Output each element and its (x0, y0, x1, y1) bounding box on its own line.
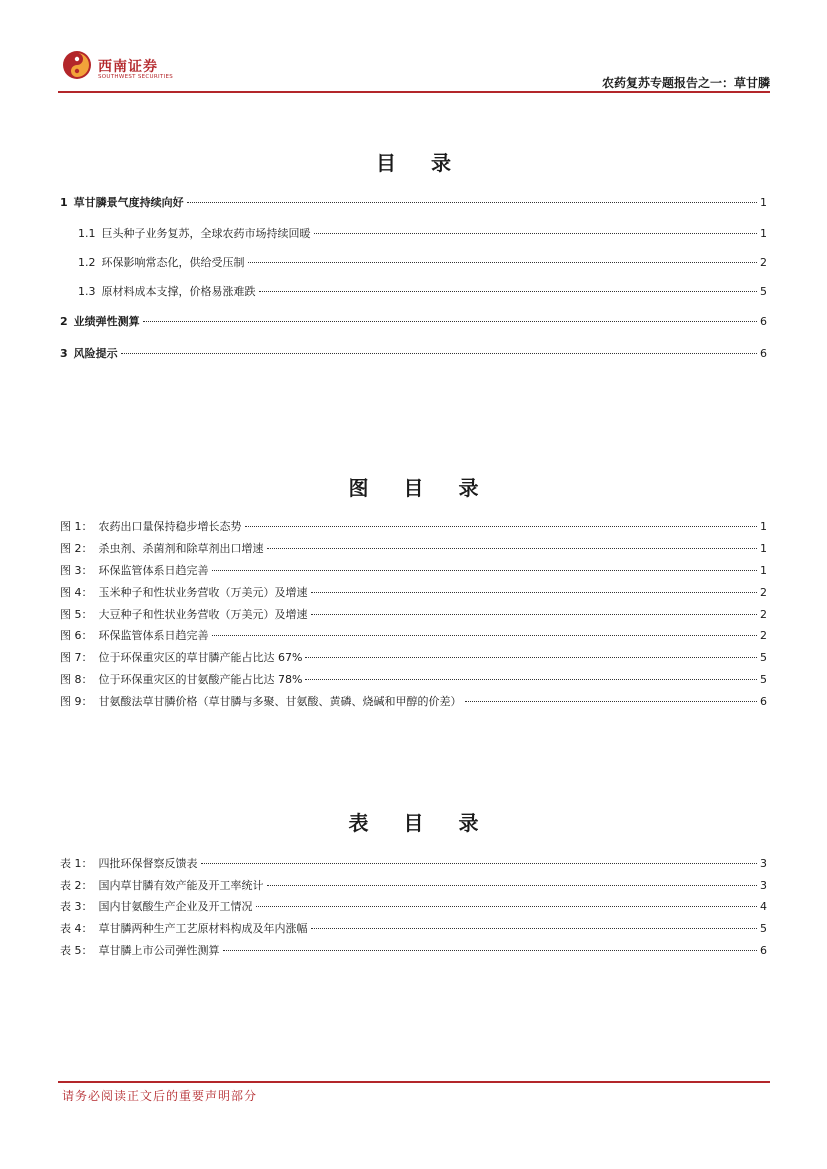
table-entry-label: 草甘膦两种生产工艺原材料构成及年内涨幅 (98, 922, 308, 935)
leader-dots (256, 906, 758, 907)
table-entry[interactable]: 表 3： 国内甘氨酸生产企业及开工情况 4 (60, 900, 767, 913)
leader-dots (143, 321, 757, 322)
leader-dots (314, 233, 758, 234)
figure-entry-label: 位于环保重灾区的草甘膦产能占比达 67% (98, 651, 303, 664)
figure-entry-page: 1 (760, 564, 767, 577)
leader-dots (267, 548, 758, 549)
leader-dots (223, 950, 758, 951)
header-divider (58, 91, 770, 93)
figure-entry-label: 甘氨酸法草甘膦价格（草甘膦与多聚、甘氨酸、黄磷、烧碱和甲醇的价差） (98, 695, 462, 708)
figure-entry-page: 6 (760, 695, 767, 708)
table-entry-label: 国内草甘膦有效产能及开工率统计 (98, 879, 264, 892)
toc-entry-page: 1 (760, 196, 767, 209)
figure-entry-label: 杀虫剂、杀菌剂和除草剂出口增速 (98, 542, 264, 555)
leader-dots (259, 291, 758, 292)
leader-dots (305, 679, 757, 680)
figure-entry-page: 2 (760, 629, 767, 642)
table-entry[interactable]: 表 1： 四批环保督察反馈表 3 (60, 857, 767, 870)
table-entry-label: 草甘膦上市公司弹性测算 (98, 944, 220, 957)
figure-entry-label: 大豆种子和性状业务营收（万美元）及增速 (98, 608, 308, 621)
table-entry-page: 5 (760, 922, 767, 935)
figure-entry[interactable]: 图 8： 位于环保重灾区的甘氨酸产能占比达 78% 5 (60, 673, 767, 686)
toc-entry-label: 巨头种子业务复苏，全球农药市场持续回暖 (101, 227, 311, 240)
table-entry-label: 四批环保督察反馈表 (98, 857, 198, 870)
toc-entry[interactable]: 3 风险提示 6 (60, 347, 767, 360)
toc-entry[interactable]: 1.2 环保影响常态化，供给受压制 2 (78, 256, 767, 269)
toc-entry-page: 1 (760, 227, 767, 240)
figure-entry[interactable]: 图 7： 位于环保重灾区的草甘膦产能占比达 67% 5 (60, 651, 767, 664)
figure-entry[interactable]: 图 3： 环保监管体系日趋完善 1 (60, 564, 767, 577)
toc-entry[interactable]: 1.3 原材料成本支撑，价格易涨难跌 5 (78, 285, 767, 298)
leader-dots (245, 526, 758, 527)
toc-entry-label: 风险提示 (73, 347, 118, 360)
leader-dots (267, 885, 758, 886)
figure-entry-label: 环保监管体系日趋完善 (98, 629, 209, 642)
figure-entry-page: 5 (760, 673, 767, 686)
table-entry-label: 国内甘氨酸生产企业及开工情况 (98, 900, 253, 913)
toc-entry-page: 6 (760, 315, 767, 328)
toc-title: 目 录 (376, 151, 465, 175)
figure-entry-label: 环保监管体系日趋完善 (98, 564, 209, 577)
figure-entry[interactable]: 图 1： 农药出口量保持稳步增长态势 1 (60, 520, 767, 533)
table-entry-page: 4 (760, 900, 767, 913)
leader-dots (212, 635, 758, 636)
figure-entry-page: 1 (760, 542, 767, 555)
table-entry-page: 3 (760, 857, 767, 870)
footer-disclaimer: 请务必阅读正文后的重要声明部分 (62, 1089, 258, 1103)
figure-entry-label: 玉米种子和性状业务营收（万美元）及增速 (98, 586, 308, 599)
leader-dots (248, 262, 758, 263)
brand-name-cn: 西南证券 (98, 59, 158, 75)
leader-dots (305, 657, 757, 658)
figure-entry[interactable]: 图 4： 玉米种子和性状业务营收（万美元）及增速 2 (60, 586, 767, 599)
toc-entry-label: 环保影响常态化，供给受压制 (101, 256, 245, 269)
table-list-title: 表 目 录 (348, 811, 493, 835)
leader-dots (212, 570, 758, 571)
toc-entry-label: 草甘膦景气度持续向好 (73, 196, 184, 209)
figure-list-title: 图 目 录 (348, 476, 493, 500)
figure-entry[interactable]: 图 2： 杀虫剂、杀菌剂和除草剂出口增速 1 (60, 542, 767, 555)
toc-entry[interactable]: 2 业绩弹性测算 6 (60, 315, 767, 328)
figure-entry[interactable]: 图 6： 环保监管体系日趋完善 2 (60, 629, 767, 642)
figure-entry-page: 1 (760, 520, 767, 533)
figure-entry-page: 2 (760, 608, 767, 621)
leader-dots (121, 353, 757, 354)
toc-entry-page: 6 (760, 347, 767, 360)
leader-dots (187, 202, 757, 203)
toc-entry-page: 5 (760, 285, 767, 298)
table-entry-page: 6 (760, 944, 767, 957)
figure-entry-page: 2 (760, 586, 767, 599)
figure-entry[interactable]: 图 5： 大豆种子和性状业务营收（万美元）及增速 2 (60, 608, 767, 621)
toc-entry-page: 2 (760, 256, 767, 269)
brand-name-en: SOUTHWEST SECURITIES (98, 74, 174, 80)
table-entry[interactable]: 表 2： 国内草甘膦有效产能及开工率统计 3 (60, 879, 767, 892)
leader-dots (201, 863, 758, 864)
figure-entry-label: 农药出口量保持稳步增长态势 (98, 520, 242, 533)
page-header (58, 48, 770, 92)
figure-entry[interactable]: 图 9： 甘氨酸法草甘膦价格（草甘膦与多聚、甘氨酸、黄磷、烧碱和甲醇的价差） 6 (60, 695, 767, 708)
toc-entry-label: 原材料成本支撑，价格易涨难跌 (101, 285, 256, 298)
table-entry-page: 3 (760, 879, 767, 892)
figure-entry-label: 位于环保重灾区的甘氨酸产能占比达 78% (98, 673, 303, 686)
toc-entry[interactable]: 1 草甘膦景气度持续向好 1 (60, 196, 767, 209)
figure-entry-page: 5 (760, 651, 767, 664)
toc-entry-label: 业绩弹性测算 (73, 315, 140, 328)
report-title: 农药复苏专题报告之一：草甘膦 (601, 76, 770, 90)
toc-entry[interactable]: 1.1 巨头种子业务复苏，全球农药市场持续回暖 1 (78, 227, 767, 240)
footer-divider (58, 1081, 770, 1083)
leader-dots (311, 592, 758, 593)
table-entry[interactable]: 表 5： 草甘膦上市公司弹性测算 6 (60, 944, 767, 957)
company-logo-icon (62, 50, 92, 80)
leader-dots (465, 701, 758, 702)
leader-dots (311, 928, 758, 929)
table-entry[interactable]: 表 4： 草甘膦两种生产工艺原材料构成及年内涨幅 5 (60, 922, 767, 935)
leader-dots (311, 614, 758, 615)
